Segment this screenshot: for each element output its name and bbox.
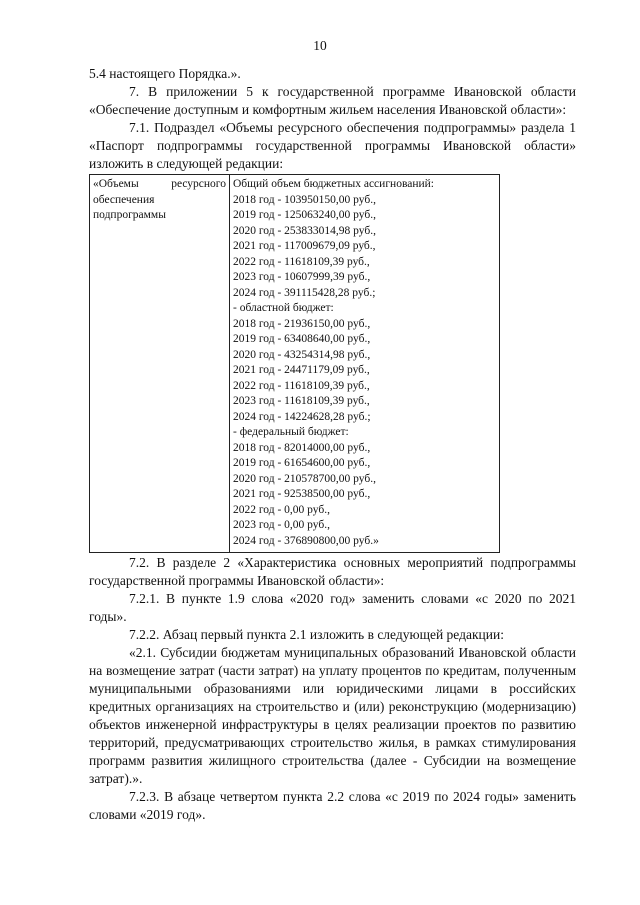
budget-line: 2024 год - 391115428,28 руб.;: [233, 286, 376, 299]
budget-line: 2021 год - 24471179,09 руб.,: [233, 364, 370, 376]
budget-line: 2019 год - 125063240,00 руб.,: [233, 209, 376, 221]
table-left-cell: «Объемы ресурсного обеспечения подпрограммы: [90, 175, 230, 553]
budget-line: 2022 год - 0,00 руб.,: [233, 503, 330, 516]
table-row: [90, 175, 500, 553]
top-paragraphs: [89, 65, 576, 173]
budget-line: 2018 год - 103950150,00 руб.,: [233, 193, 376, 206]
resources-table: [89, 174, 500, 553]
paragraph: 7.2.1. В пункте 1.9 слова «2020 год» заменить словами «с 2020 по 2021 годы».: [89, 591, 576, 624]
paragraph: 7. В приложении 5 к государственной программе Ивановской области «Обеспечение доступным и комфортным жильем населения Ивановской области»:: [89, 84, 576, 117]
budget-line: 2020 год - 210578700,00 руб.,: [233, 472, 376, 485]
budget-line: 2022 год - 11618109,39 руб.,: [233, 379, 370, 392]
budget-line: 2024 год - 376890800,00 руб.»: [233, 534, 379, 547]
budget-line: - федеральный бюджет:: [233, 426, 349, 438]
budget-line: 2019 год - 61654600,00 руб.,: [233, 457, 371, 469]
table-right-cell: [230, 175, 500, 553]
budget-line: 2018 год - 21936150,00 руб.,: [233, 317, 371, 330]
page-number: 10: [313, 38, 327, 53]
budget-line: 2019 год - 63408640,00 руб.,: [233, 333, 371, 345]
budget-line: 2022 год - 11618109,39 руб.,: [233, 255, 370, 268]
budget-line: 2020 год - 253833014,98 руб.,: [233, 224, 376, 237]
paragraph: 7.2.2. Абзац первый пункта 2.1 изложить в следующей редакции:: [129, 627, 504, 642]
paragraph: «2.1. Субсидии бюджетам муниципальных образований Ивановской области на возмещение затрат (части затрат) на уплату процентов по кредитам, полученным муниципальными образованиями или юридическими лицами в российских кредитных организациях на строительство и (или) реконструкцию (модернизацию) объектов инженерной инфраструктуры в целях реализации проектов по развитию территорий, предусматривающих строительство жилья, в рамках стимулирования программ развития жилищного строительства (далее - Субсидии на возмещение затрат).».: [89, 645, 576, 786]
budget-line: 2023 год - 0,00 руб.,: [233, 519, 330, 531]
budget-line: 2021 год - 117009679,09 руб.,: [233, 240, 376, 252]
budget-line: 2024 год - 14224628,28 руб.;: [233, 410, 371, 423]
paragraph: 7.2. В разделе 2 «Характеристика основных мероприятий подпрограммы государственной программы Ивановской области»:: [89, 555, 576, 588]
budget-line: 2021 год - 92538500,00 руб.,: [233, 488, 371, 500]
budget-line: - областной бюджет:: [233, 302, 334, 314]
budget-line: 2023 год - 11618109,39 руб.,: [233, 395, 370, 407]
paragraph: 5.4 настоящего Порядка.».: [89, 66, 241, 81]
budget-line: 2020 год - 43254314,98 руб.,: [233, 348, 371, 361]
budget-line: 2023 год - 10607999,39 руб.,: [233, 271, 371, 283]
bottom-paragraphs: [89, 554, 576, 824]
document-body: [89, 65, 576, 824]
budget-line: Общий объем бюджетных ассигнований:: [233, 178, 434, 190]
paragraph: 7.1. Подраздел «Объемы ресурсного обеспечения подпрограммы» раздела 1 «Паспорт подпрограммы государственной программы Ивановской области» изложить в следующей редакции:: [89, 120, 576, 171]
budget-line: 2018 год - 82014000,00 руб.,: [233, 441, 371, 454]
paragraph: 7.2.3. В абзаце четвертом пункта 2.2 слова «с 2019 по 2024 годы» заменить словами «2019 год».: [89, 789, 576, 822]
